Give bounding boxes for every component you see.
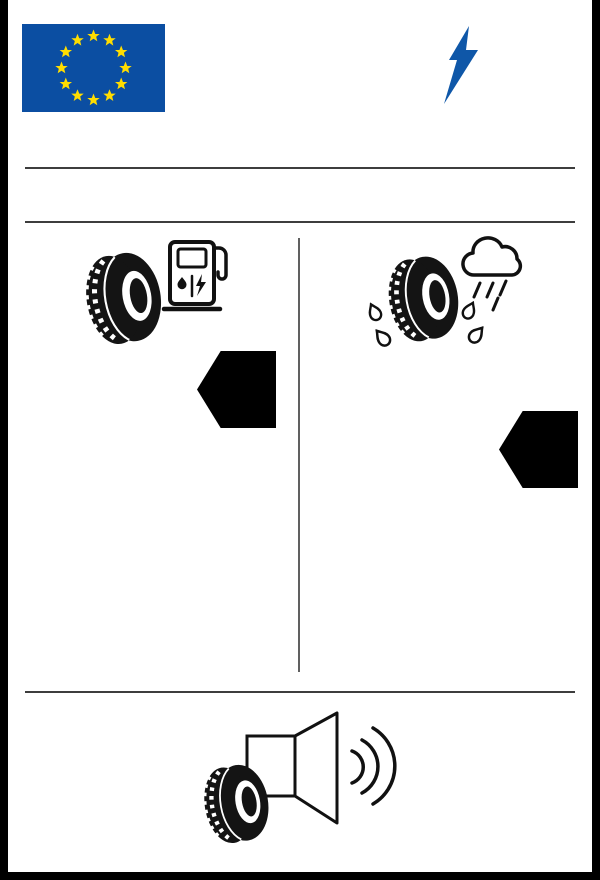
fuel-efficiency-icon [78, 236, 230, 352]
eu-flag-icon [22, 24, 165, 112]
fuel-grade-arrow-a [23, 359, 110, 411]
label-border-right [592, 0, 600, 880]
wet-grade-arrow-a [315, 359, 402, 411]
fuel-grade-arrow-b [23, 424, 127, 476]
divider [25, 691, 575, 693]
lightning-bolt-icon [444, 26, 478, 104]
label-border-left [0, 0, 8, 880]
fuel-grade-arrow-e [23, 619, 178, 671]
scales-divider [298, 238, 300, 672]
wet-grip-icon [365, 232, 537, 356]
label-border-bottom [0, 872, 600, 880]
wet-grade-arrow-e [315, 619, 470, 671]
qr-code [484, 24, 576, 116]
fuel-grade-arrow-d [23, 554, 160, 606]
noise-tire-icon [199, 752, 271, 856]
wet-grade-arrow-b [315, 424, 419, 476]
wet-grade-arrow-d [315, 554, 452, 606]
divider [25, 167, 575, 169]
divider [25, 221, 575, 223]
wet-grade-arrow-c [315, 489, 435, 541]
fuel-rating-indicator [197, 351, 276, 428]
wet-grip-rating-indicator [499, 411, 578, 488]
fuel-grade-arrow-c [23, 489, 143, 541]
